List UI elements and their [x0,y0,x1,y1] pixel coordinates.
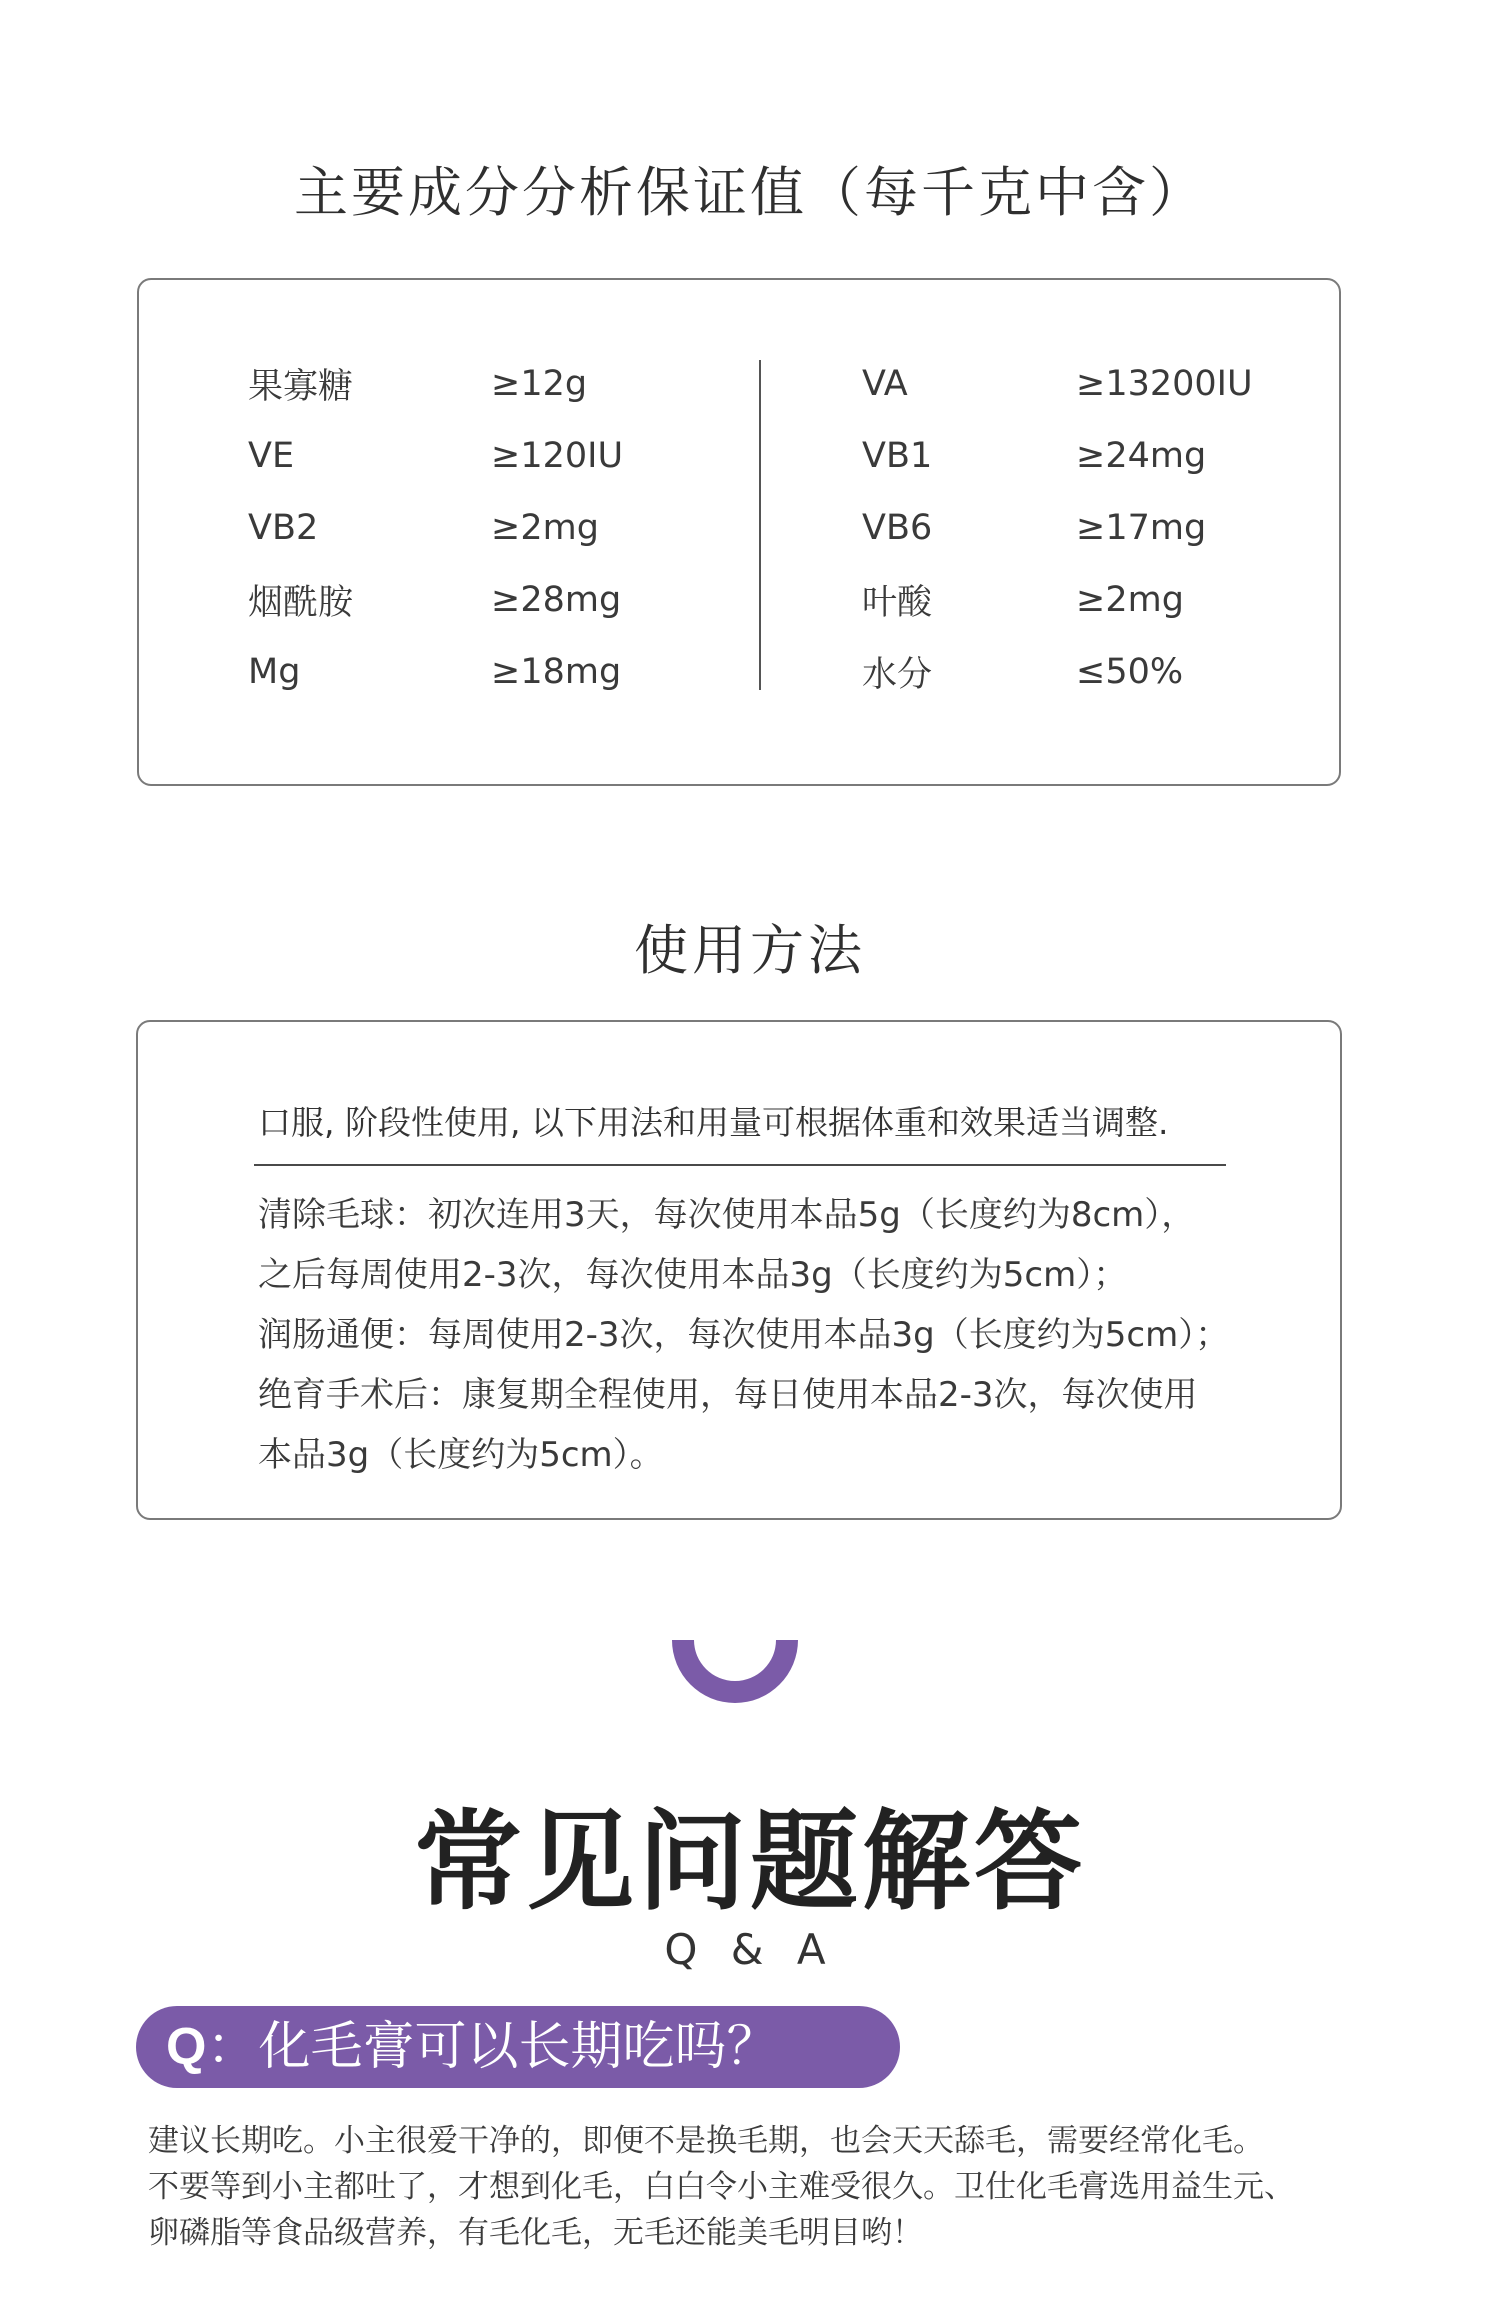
nutrient-name: 水分 [862,655,933,695]
analysis-column-divider [759,360,761,690]
nutrient-name: VA [862,364,908,404]
analysis-left-column [248,348,728,708]
nutrient-name: 果寡糖 [248,367,354,407]
nutrient-value: ≥12g [491,364,588,404]
nutrient-name: VB6 [862,508,933,548]
nutrient-row [862,492,1322,564]
nutrient-name: VB1 [862,436,933,476]
usage-line: 润肠通便：每周使用2-3次，每次使用本品3g（长度约为5cm）； [258,1315,1230,1355]
faq-subtitle: Q & A [664,1925,836,1974]
nutrient-row [248,348,728,420]
nutrient-row [862,420,1322,492]
decorative-arc-icon [672,1640,798,1710]
nutrient-value: ≤50% [1076,652,1184,692]
nutrient-value: ≥2mg [491,508,599,548]
usage-intro: 口服, 阶段性使用, 以下用法和用量可根据体重和效果适当调整. [258,1103,1169,1142]
analysis-right-column [862,348,1322,708]
answer-line: 卵磷脂等食品级营养，有毛化毛，无毛还能美毛明目哟！ [148,2215,923,2251]
analysis-title: 主要成分分析保证值（每千克中含） [294,161,1206,224]
usage-title: 使用方法 [634,919,866,982]
nutrient-value: ≥120IU [491,436,624,476]
answer-line: 不要等到小主都吐了，才想到化毛，白白令小主难受很久。卫仕化毛膏选用益生元、 [148,2169,1295,2205]
nutrient-value: ≥17mg [1076,508,1207,548]
nutrient-name: VB2 [248,508,319,548]
usage-line: 绝育手术后：康复期全程使用，每日使用本品2-3次，每次使用 [258,1375,1198,1415]
nutrient-name: 烟酰胺 [248,583,354,623]
nutrient-name: 叶酸 [862,583,933,623]
nutrient-value: ≥18mg [491,652,622,692]
nutrient-name: Mg [248,652,301,692]
usage-instructions [258,1185,1298,1485]
question-label: Q [166,2018,207,2076]
question-banner [136,2006,900,2088]
nutrient-row [248,564,728,636]
answer-text [148,2118,1468,2256]
nutrient-row [862,348,1322,420]
nutrient-value: ≥24mg [1076,436,1207,476]
nutrient-value: ≥28mg [491,580,622,620]
nutrient-name: VE [248,436,295,476]
nutrient-row [248,420,728,492]
nutrient-row [248,636,728,708]
nutrient-value: ≥13200IU [1076,364,1253,404]
nutrient-row [862,636,1322,708]
answer-line: 建议长期吃。小主很爱干净的，即便不是换毛期，也会天天舔毛，需要经常化毛。 [148,2123,1264,2159]
nutrient-row [862,564,1322,636]
question-text: ：化毛膏可以长期吃吗？ [206,2017,779,2077]
usage-line: 之后每周使用2-3次，每次使用本品3g（长度约为5cm）； [258,1255,1128,1295]
usage-divider [254,1164,1226,1166]
usage-line: 本品3g（长度约为5cm）。 [258,1435,664,1475]
usage-line: 清除毛球：初次连用3天，每次使用本品5g（长度约为8cm）， [258,1195,1196,1235]
nutrient-row [248,492,728,564]
faq-title: 常见问题解答 [413,1800,1086,1925]
nutrient-value: ≥2mg [1076,580,1184,620]
